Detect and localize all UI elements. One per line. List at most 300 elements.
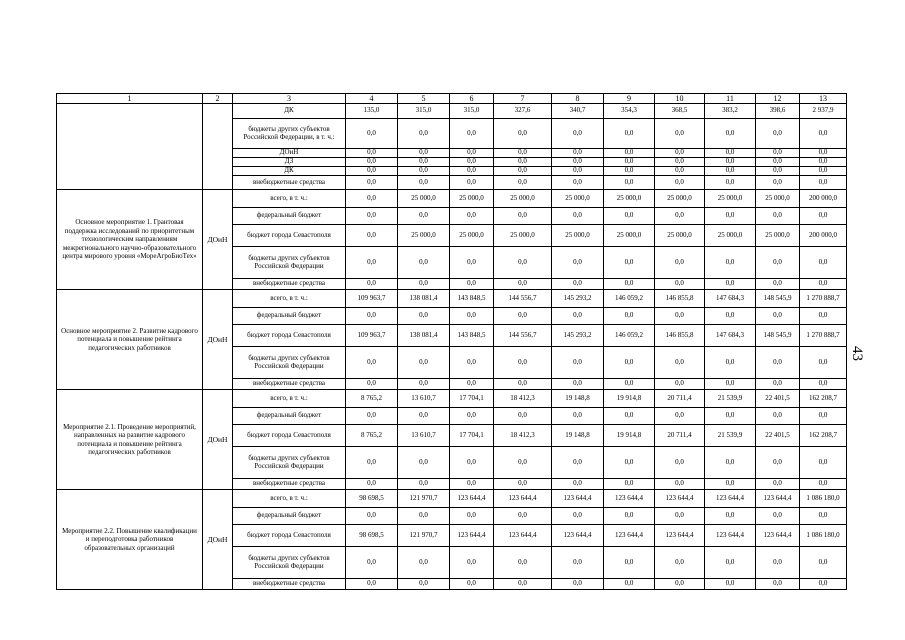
value-cell: 0,0 xyxy=(450,347,494,379)
page-number: 43 xyxy=(849,346,865,361)
value-cell: 0,0 xyxy=(494,247,552,279)
value-cell: 0,0 xyxy=(655,347,705,379)
value-cell: 0,0 xyxy=(450,447,494,479)
value-cell: 0,0 xyxy=(756,176,800,190)
value-cell: 25 000,0 xyxy=(756,225,800,247)
value-cell: 0,0 xyxy=(398,408,450,425)
value-cell: 327,6 xyxy=(494,104,552,119)
value-cell: 0,0 xyxy=(705,279,756,290)
responsible-cell xyxy=(203,104,233,190)
value-cell: 8 765,2 xyxy=(346,425,398,447)
column-header: 13 xyxy=(800,94,847,104)
column-header: 7 xyxy=(494,94,552,104)
value-cell: 0,0 xyxy=(494,208,552,225)
value-cell: 0,0 xyxy=(604,408,655,425)
value-cell: 109 963,7 xyxy=(346,325,398,347)
value-cell: 0,0 xyxy=(552,167,604,176)
value-cell: 0,0 xyxy=(450,379,494,390)
value-cell: 25 000,0 xyxy=(756,190,800,208)
value-cell: 0,0 xyxy=(398,379,450,390)
value-cell: 0,0 xyxy=(756,279,800,290)
value-cell: 0,0 xyxy=(756,579,800,590)
value-cell: 0,0 xyxy=(655,167,705,176)
value-cell: 19 914,8 xyxy=(604,425,655,447)
value-cell: 0,0 xyxy=(552,119,604,149)
funding-source-cell: всего, в т. ч.: xyxy=(233,290,346,308)
value-cell: 0,0 xyxy=(756,408,800,425)
value-cell: 368,5 xyxy=(655,104,705,119)
header-row xyxy=(57,94,847,104)
value-cell: 0,0 xyxy=(450,247,494,279)
value-cell: 0,0 xyxy=(494,579,552,590)
value-cell: 0,0 xyxy=(604,479,655,490)
value-cell: 0,0 xyxy=(450,408,494,425)
value-cell: 0,0 xyxy=(346,247,398,279)
value-cell: 0,0 xyxy=(450,308,494,325)
table-row xyxy=(57,190,847,208)
value-cell: 123 644,4 xyxy=(552,525,604,547)
value-cell: 0,0 xyxy=(494,447,552,479)
value-cell: 0,0 xyxy=(346,447,398,479)
value-cell: 0,0 xyxy=(705,308,756,325)
value-cell: 19 148,8 xyxy=(552,390,604,408)
value-cell: 0,0 xyxy=(346,408,398,425)
value-cell: 0,0 xyxy=(604,176,655,190)
responsible-cell: ДОиН xyxy=(203,490,233,590)
value-cell: 0,0 xyxy=(552,347,604,379)
column-header: 1 xyxy=(57,94,203,104)
value-cell: 98 698,5 xyxy=(346,490,398,508)
value-cell: 0,0 xyxy=(800,479,847,490)
column-header: 2 xyxy=(203,94,233,104)
value-cell: 138 081,4 xyxy=(398,290,450,308)
value-cell: 0,0 xyxy=(398,347,450,379)
value-cell: 0,0 xyxy=(346,190,398,208)
value-cell: 200 000,0 xyxy=(800,190,847,208)
value-cell: 0,0 xyxy=(450,279,494,290)
value-cell: 0,0 xyxy=(552,176,604,190)
value-cell: 0,0 xyxy=(655,158,705,167)
value-cell: 0,0 xyxy=(450,119,494,149)
value-cell: 0,0 xyxy=(756,508,800,525)
value-cell: 1 086 180,0 xyxy=(800,490,847,508)
value-cell: 0,0 xyxy=(494,408,552,425)
value-cell: 0,0 xyxy=(800,176,847,190)
value-cell: 0,0 xyxy=(604,308,655,325)
value-cell: 0,0 xyxy=(552,158,604,167)
value-cell: 121 970,7 xyxy=(398,525,450,547)
value-cell: 146 059,2 xyxy=(604,325,655,347)
value-cell: 0,0 xyxy=(552,579,604,590)
value-cell: 121 970,7 xyxy=(398,490,450,508)
value-cell: 0,0 xyxy=(756,347,800,379)
value-cell: 0,0 xyxy=(705,408,756,425)
value-cell: 0,0 xyxy=(346,176,398,190)
value-cell: 18 412,3 xyxy=(494,425,552,447)
value-cell: 0,0 xyxy=(756,149,800,158)
value-cell: 0,0 xyxy=(705,119,756,149)
value-cell: 123 644,4 xyxy=(655,490,705,508)
value-cell: 13 610,7 xyxy=(398,390,450,408)
value-cell: 0,0 xyxy=(494,158,552,167)
funding-source-cell: внебюджетные средства xyxy=(233,279,346,290)
table-row xyxy=(57,290,847,308)
value-cell: 19 148,8 xyxy=(552,425,604,447)
value-cell: 0,0 xyxy=(398,176,450,190)
value-cell: 0,0 xyxy=(494,508,552,525)
value-cell: 25 000,0 xyxy=(552,190,604,208)
value-cell: 0,0 xyxy=(494,479,552,490)
value-cell: 25 000,0 xyxy=(552,225,604,247)
column-header: 10 xyxy=(655,94,705,104)
value-cell: 1 086 180,0 xyxy=(800,525,847,547)
funding-source-cell: бюджеты других субъектов Российской Федерации xyxy=(233,247,346,279)
funding-source-cell: бюджеты других субъектов Российской Федерации xyxy=(233,347,346,379)
value-cell: 1 270 888,7 xyxy=(800,325,847,347)
column-header: 5 xyxy=(398,94,450,104)
value-cell: 0,0 xyxy=(800,308,847,325)
funding-source-cell: ДК xyxy=(233,167,346,176)
value-cell: 145 293,2 xyxy=(552,290,604,308)
funding-source-cell: внебюджетные средства xyxy=(233,479,346,490)
value-cell: 0,0 xyxy=(604,279,655,290)
value-cell: 138 081,4 xyxy=(398,325,450,347)
measure-name-cell: Мероприятие 2.2. Повышение квалификации и переподготовка работников образовательных организаций xyxy=(57,490,203,590)
value-cell: 0,0 xyxy=(655,279,705,290)
value-cell: 22 401,5 xyxy=(756,425,800,447)
value-cell: 25 000,0 xyxy=(655,225,705,247)
value-cell: 0,0 xyxy=(552,247,604,279)
value-cell: 135,0 xyxy=(346,104,398,119)
value-cell: 25 000,0 xyxy=(494,190,552,208)
value-cell: 123 644,4 xyxy=(705,525,756,547)
value-cell: 123 644,4 xyxy=(655,525,705,547)
value-cell: 0,0 xyxy=(604,149,655,158)
value-cell: 0,0 xyxy=(398,447,450,479)
responsible-cell: ДОиН xyxy=(203,390,233,490)
value-cell: 340,7 xyxy=(552,104,604,119)
value-cell: 25 000,0 xyxy=(604,225,655,247)
column-header: 12 xyxy=(756,94,800,104)
value-cell: 20 711,4 xyxy=(655,390,705,408)
value-cell: 123 644,4 xyxy=(604,490,655,508)
value-cell: 0,0 xyxy=(604,347,655,379)
value-cell: 315,0 xyxy=(398,104,450,119)
value-cell: 144 556,7 xyxy=(494,325,552,347)
funding-source-cell: федеральный бюджет xyxy=(233,208,346,225)
value-cell: 0,0 xyxy=(756,119,800,149)
value-cell: 123 644,4 xyxy=(552,490,604,508)
value-cell: 0,0 xyxy=(552,408,604,425)
value-cell: 0,0 xyxy=(552,379,604,390)
funding-source-cell: бюджет города Севастополя xyxy=(233,325,346,347)
value-cell: 0,0 xyxy=(494,547,552,579)
value-cell: 0,0 xyxy=(756,447,800,479)
value-cell: 0,0 xyxy=(705,149,756,158)
value-cell: 0,0 xyxy=(655,408,705,425)
funding-source-cell: бюджет города Севастополя xyxy=(233,525,346,547)
value-cell: 0,0 xyxy=(705,158,756,167)
value-cell: 0,0 xyxy=(398,479,450,490)
funding-source-cell: федеральный бюджет xyxy=(233,408,346,425)
value-cell: 123 644,4 xyxy=(604,525,655,547)
value-cell: 0,0 xyxy=(346,347,398,379)
value-cell: 0,0 xyxy=(552,547,604,579)
value-cell: 0,0 xyxy=(800,119,847,149)
value-cell: 383,2 xyxy=(705,104,756,119)
value-cell: 0,0 xyxy=(552,279,604,290)
value-cell: 0,0 xyxy=(604,208,655,225)
value-cell: 25 000,0 xyxy=(450,190,494,208)
value-cell: 0,0 xyxy=(655,208,705,225)
value-cell: 21 539,9 xyxy=(705,390,756,408)
measure-name-cell: Мероприятие 2.1. Проведение мероприятий, направленных на развитие кадрового потенциала и повышение рейтинга педагогических работников xyxy=(57,390,203,490)
value-cell: 0,0 xyxy=(756,308,800,325)
value-cell: 0,0 xyxy=(494,308,552,325)
value-cell: 0,0 xyxy=(800,149,847,158)
value-cell: 0,0 xyxy=(705,547,756,579)
value-cell: 0,0 xyxy=(655,176,705,190)
value-cell: 0,0 xyxy=(552,149,604,158)
value-cell: 2 937,9 xyxy=(800,104,847,119)
funding-source-cell: федеральный бюджет xyxy=(233,308,346,325)
value-cell: 0,0 xyxy=(346,158,398,167)
value-cell: 354,3 xyxy=(604,104,655,119)
value-cell: 0,0 xyxy=(705,347,756,379)
value-cell: 0,0 xyxy=(756,379,800,390)
funding-source-cell: бюджеты других субъектов Российской Федерации xyxy=(233,547,346,579)
value-cell: 0,0 xyxy=(494,119,552,149)
value-cell: 0,0 xyxy=(552,308,604,325)
responsible-cell: ДОиН xyxy=(203,290,233,390)
value-cell: 143 848,5 xyxy=(450,290,494,308)
value-cell: 0,0 xyxy=(800,208,847,225)
value-cell: 0,0 xyxy=(604,547,655,579)
value-cell: 0,0 xyxy=(604,579,655,590)
value-cell: 25 000,0 xyxy=(494,225,552,247)
responsible-cell: ДОиН xyxy=(203,190,233,290)
value-cell: 123 644,4 xyxy=(494,490,552,508)
value-cell: 0,0 xyxy=(655,149,705,158)
value-cell: 0,0 xyxy=(800,508,847,525)
value-cell: 0,0 xyxy=(756,479,800,490)
value-cell: 0,0 xyxy=(800,447,847,479)
value-cell: 147 684,3 xyxy=(705,290,756,308)
funding-source-cell: внебюджетные средства xyxy=(233,176,346,190)
value-cell: 162 208,7 xyxy=(800,425,847,447)
value-cell: 0,0 xyxy=(655,508,705,525)
value-cell: 0,0 xyxy=(800,279,847,290)
value-cell: 0,0 xyxy=(705,176,756,190)
value-cell: 0,0 xyxy=(552,508,604,525)
value-cell: 0,0 xyxy=(705,479,756,490)
funding-source-cell: внебюджетные средства xyxy=(233,579,346,590)
value-cell: 0,0 xyxy=(705,579,756,590)
value-cell: 0,0 xyxy=(398,149,450,158)
value-cell: 0,0 xyxy=(604,158,655,167)
value-cell: 0,0 xyxy=(756,247,800,279)
value-cell: 8 765,2 xyxy=(346,390,398,408)
value-cell: 398,6 xyxy=(756,104,800,119)
value-cell: 0,0 xyxy=(655,247,705,279)
value-cell: 123 644,4 xyxy=(450,525,494,547)
value-cell: 0,0 xyxy=(346,308,398,325)
value-cell: 17 704,1 xyxy=(450,390,494,408)
value-cell: 0,0 xyxy=(346,379,398,390)
value-cell: 0,0 xyxy=(450,208,494,225)
value-cell: 98 698,5 xyxy=(346,525,398,547)
value-cell: 146 855,8 xyxy=(655,290,705,308)
value-cell: 0,0 xyxy=(800,379,847,390)
value-cell: 0,0 xyxy=(450,158,494,167)
value-cell: 0,0 xyxy=(655,447,705,479)
value-cell: 123 644,4 xyxy=(756,490,800,508)
value-cell: 0,0 xyxy=(800,167,847,176)
funding-source-cell: бюджеты других субъектов Российской Федерации, в т. ч.: xyxy=(233,119,346,149)
value-cell: 1 270 888,7 xyxy=(800,290,847,308)
value-cell: 0,0 xyxy=(705,247,756,279)
value-cell: 0,0 xyxy=(800,579,847,590)
column-header: 11 xyxy=(705,94,756,104)
value-cell: 0,0 xyxy=(655,479,705,490)
value-cell: 0,0 xyxy=(800,547,847,579)
value-cell: 148 545,9 xyxy=(756,325,800,347)
value-cell: 146 059,2 xyxy=(604,290,655,308)
value-cell: 0,0 xyxy=(756,547,800,579)
funding-source-cell: всего, в т. ч.: xyxy=(233,190,346,208)
value-cell: 0,0 xyxy=(494,279,552,290)
table-row xyxy=(57,390,847,408)
value-cell: 0,0 xyxy=(494,176,552,190)
value-cell: 0,0 xyxy=(398,208,450,225)
value-cell: 200 000,0 xyxy=(800,225,847,247)
value-cell: 0,0 xyxy=(705,447,756,479)
value-cell: 0,0 xyxy=(756,167,800,176)
value-cell: 0,0 xyxy=(346,167,398,176)
value-cell: 0,0 xyxy=(398,158,450,167)
value-cell: 0,0 xyxy=(705,167,756,176)
value-cell: 148 545,9 xyxy=(756,290,800,308)
funding-source-cell: бюджет города Севастополя xyxy=(233,425,346,447)
value-cell: 0,0 xyxy=(655,579,705,590)
value-cell: 0,0 xyxy=(398,579,450,590)
column-header: 3 xyxy=(233,94,346,104)
funding-source-cell: бюджеты других субъектов Российской Федерации xyxy=(233,447,346,479)
value-cell: 0,0 xyxy=(552,447,604,479)
value-cell: 0,0 xyxy=(494,379,552,390)
value-cell: 0,0 xyxy=(756,208,800,225)
funding-source-cell: всего, в т. ч.: xyxy=(233,390,346,408)
value-cell: 0,0 xyxy=(398,279,450,290)
value-cell: 123 644,4 xyxy=(705,490,756,508)
value-cell: 0,0 xyxy=(346,579,398,590)
value-cell: 0,0 xyxy=(655,308,705,325)
value-cell: 315,0 xyxy=(450,104,494,119)
funding-source-cell: федеральный бюджет xyxy=(233,508,346,525)
value-cell: 0,0 xyxy=(450,547,494,579)
column-header: 9 xyxy=(604,94,655,104)
funding-source-cell: ДЗ xyxy=(233,158,346,167)
value-cell: 0,0 xyxy=(398,167,450,176)
value-cell: 109 963,7 xyxy=(346,290,398,308)
value-cell: 143 848,5 xyxy=(450,325,494,347)
value-cell: 0,0 xyxy=(655,379,705,390)
value-cell: 145 293,2 xyxy=(552,325,604,347)
value-cell: 0,0 xyxy=(604,247,655,279)
value-cell: 0,0 xyxy=(604,447,655,479)
value-cell: 0,0 xyxy=(346,508,398,525)
value-cell: 123 644,4 xyxy=(450,490,494,508)
value-cell: 0,0 xyxy=(450,508,494,525)
table-row xyxy=(57,104,847,119)
value-cell: 0,0 xyxy=(800,347,847,379)
value-cell: 0,0 xyxy=(450,167,494,176)
value-cell: 25 000,0 xyxy=(604,190,655,208)
funding-source-cell: ДОиН xyxy=(233,149,346,158)
value-cell: 25 000,0 xyxy=(655,190,705,208)
funding-source-cell: всего, в т. ч.: xyxy=(233,490,346,508)
value-cell: 0,0 xyxy=(705,208,756,225)
funding-source-cell: бюджет города Севастополя xyxy=(233,225,346,247)
value-cell: 0,0 xyxy=(494,347,552,379)
column-header: 4 xyxy=(346,94,398,104)
value-cell: 0,0 xyxy=(450,176,494,190)
value-cell: 25 000,0 xyxy=(398,225,450,247)
value-cell: 0,0 xyxy=(552,479,604,490)
value-cell: 25 000,0 xyxy=(705,190,756,208)
value-cell: 0,0 xyxy=(346,149,398,158)
value-cell: 0,0 xyxy=(604,508,655,525)
value-cell: 0,0 xyxy=(604,167,655,176)
value-cell: 0,0 xyxy=(346,547,398,579)
value-cell: 144 556,7 xyxy=(494,290,552,308)
value-cell: 0,0 xyxy=(655,547,705,579)
table-row xyxy=(57,490,847,508)
value-cell: 0,0 xyxy=(346,279,398,290)
value-cell: 25 000,0 xyxy=(705,225,756,247)
value-cell: 0,0 xyxy=(800,247,847,279)
value-cell: 0,0 xyxy=(398,508,450,525)
value-cell: 25 000,0 xyxy=(450,225,494,247)
value-cell: 146 855,8 xyxy=(655,325,705,347)
value-cell: 0,0 xyxy=(398,308,450,325)
funding-source-cell: ДК xyxy=(233,104,346,119)
measure-name-cell: Основное мероприятие 1. Грантовая поддержка исследований по приоритетным технологическим направлениям межрегионального научно-образовательного центра мирового уровня «МореАгроБиоТех» xyxy=(57,190,203,290)
column-header: 6 xyxy=(450,94,494,104)
budget-table xyxy=(56,93,847,590)
value-cell: 0,0 xyxy=(494,149,552,158)
value-cell: 0,0 xyxy=(655,119,705,149)
value-cell: 0,0 xyxy=(705,379,756,390)
value-cell: 0,0 xyxy=(450,579,494,590)
measure-name-cell xyxy=(57,104,203,190)
value-cell: 13 610,7 xyxy=(398,425,450,447)
value-cell: 0,0 xyxy=(398,547,450,579)
value-cell: 0,0 xyxy=(346,208,398,225)
value-cell: 19 914,8 xyxy=(604,390,655,408)
value-cell: 0,0 xyxy=(705,508,756,525)
value-cell: 25 000,0 xyxy=(398,190,450,208)
measure-name-cell: Основное мероприятие 2. Развитие кадрового потенциала и повышение рейтинга педагогических работников xyxy=(57,290,203,390)
value-cell: 0,0 xyxy=(398,119,450,149)
value-cell: 0,0 xyxy=(346,119,398,149)
value-cell: 0,0 xyxy=(604,379,655,390)
value-cell: 17 704,1 xyxy=(450,425,494,447)
value-cell: 123 644,4 xyxy=(494,525,552,547)
value-cell: 0,0 xyxy=(552,208,604,225)
value-cell: 0,0 xyxy=(450,479,494,490)
value-cell: 0,0 xyxy=(450,149,494,158)
